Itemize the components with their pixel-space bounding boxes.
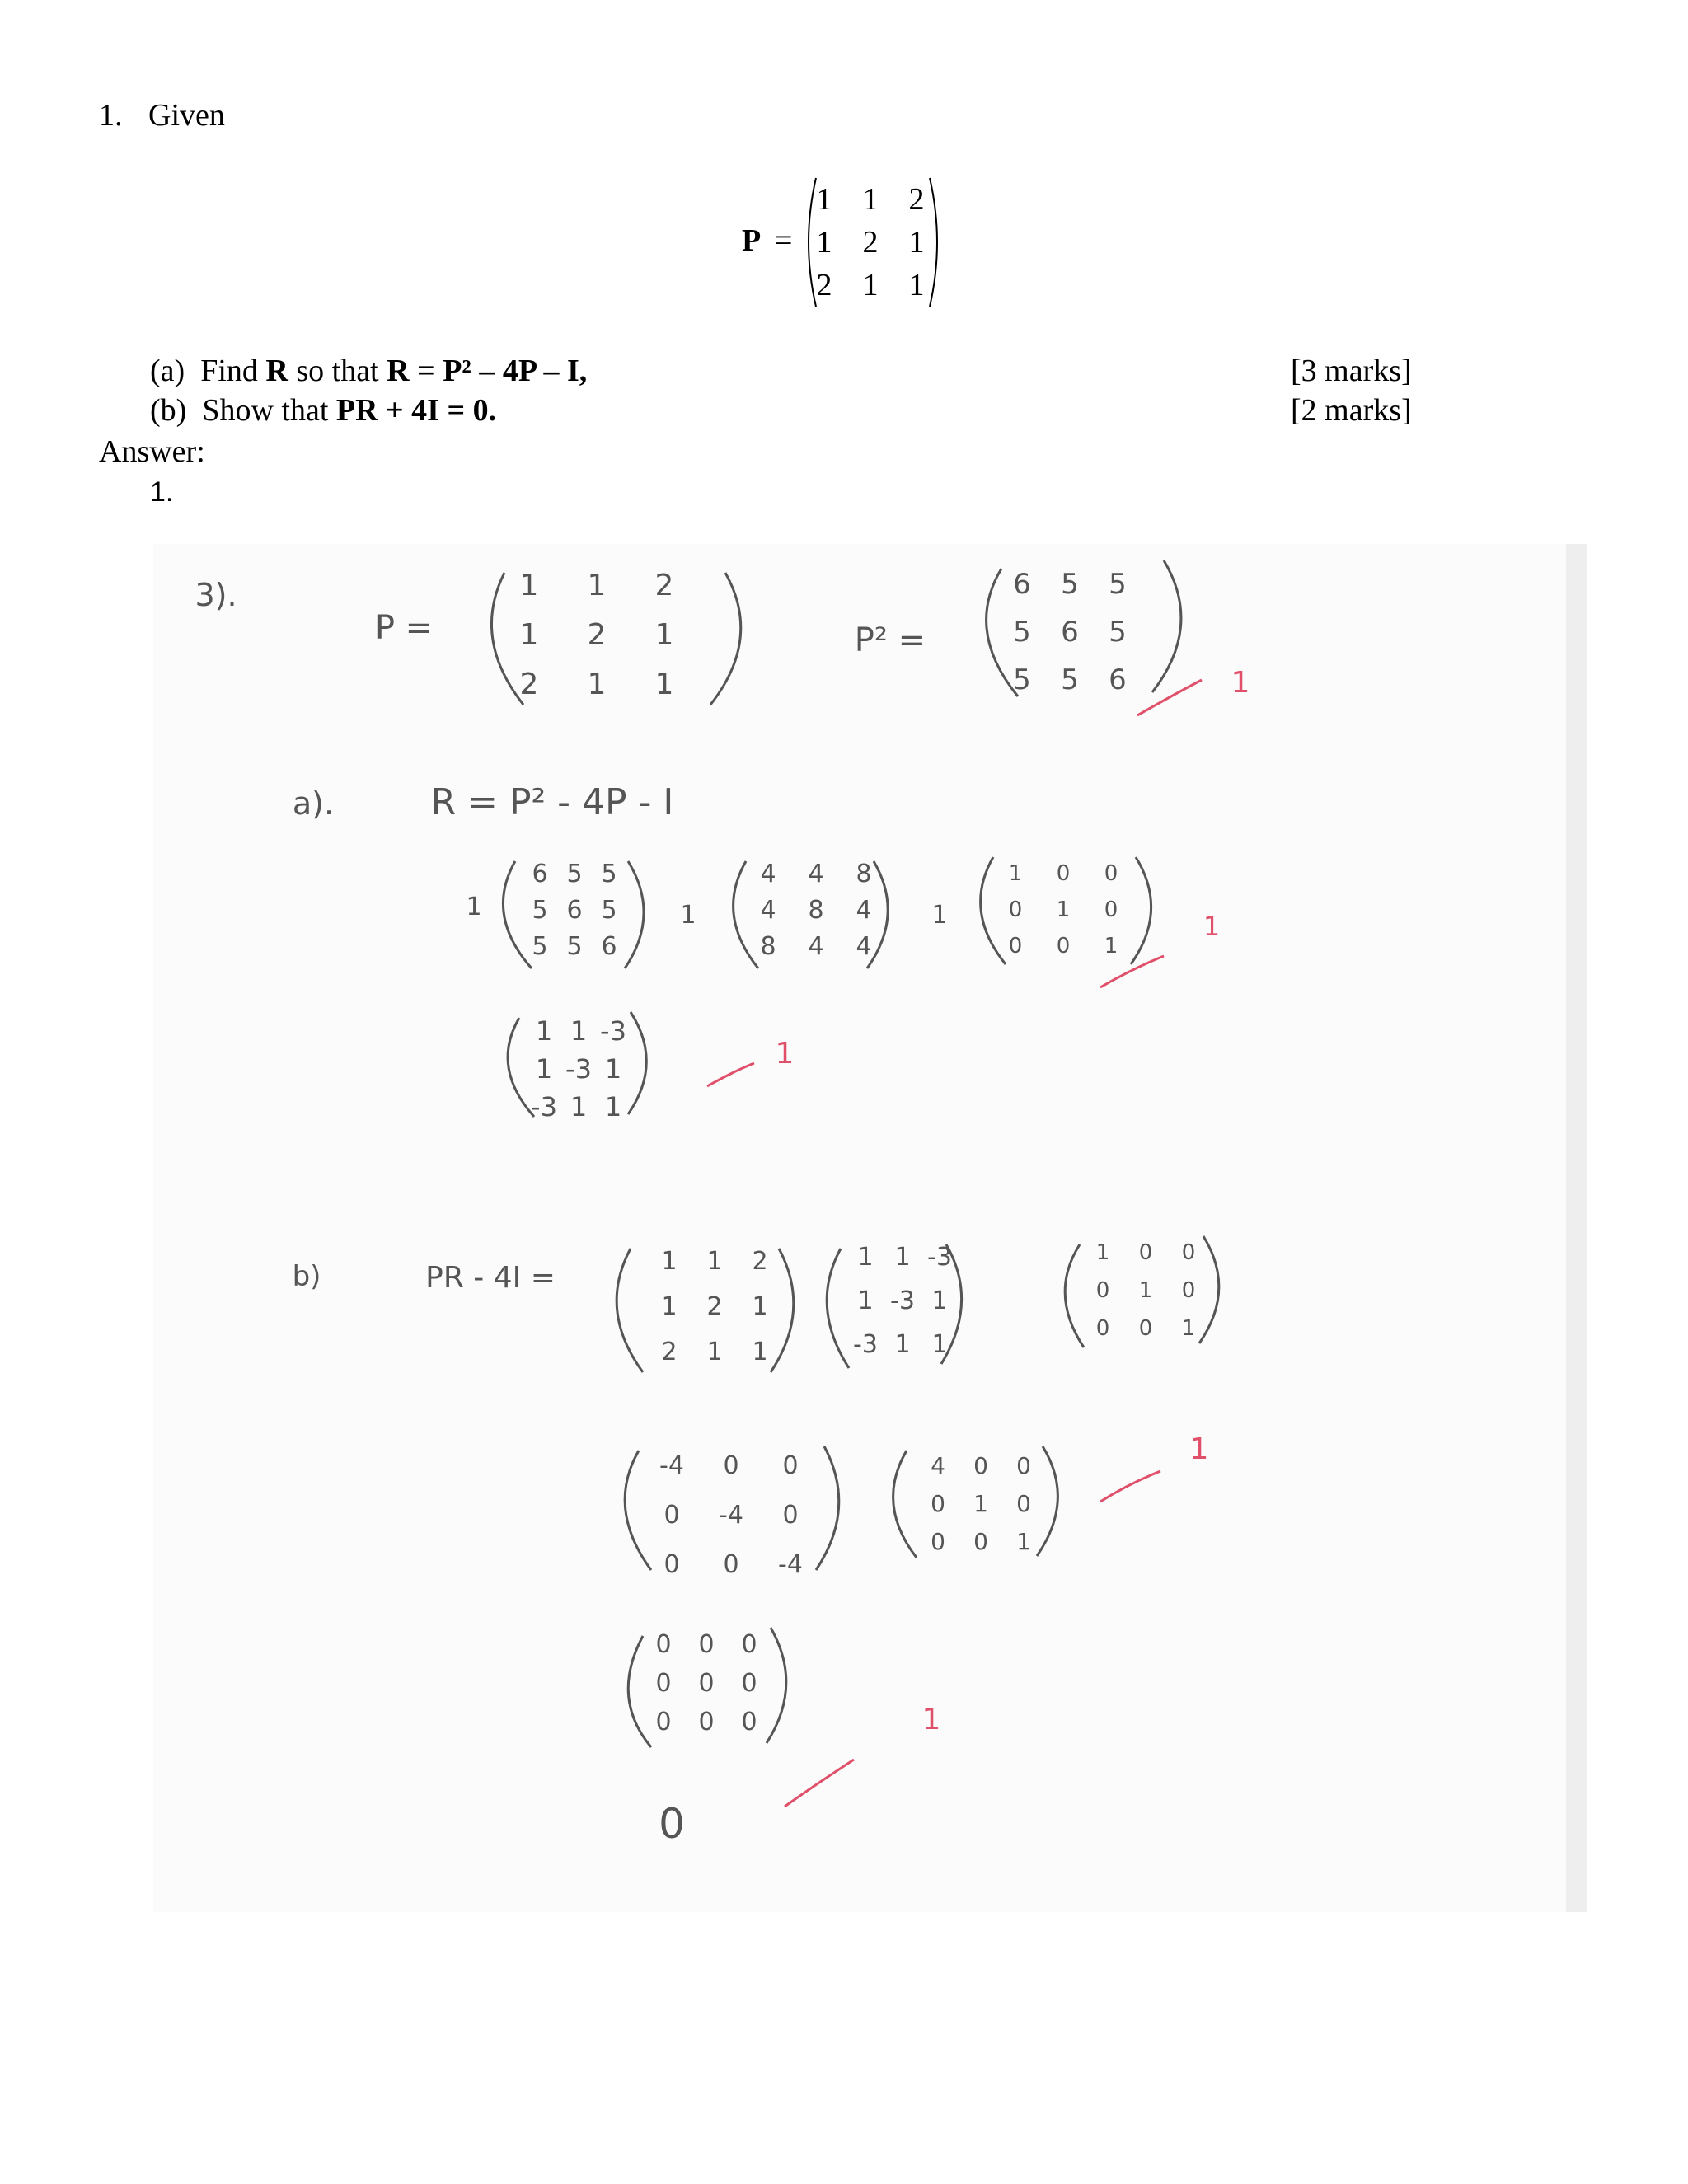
hw-R-cell: 1 (570, 1091, 588, 1122)
check-marks (707, 680, 1202, 1807)
hw-I-cell: 1 (1008, 861, 1023, 886)
bracket-Rb-left (827, 1249, 849, 1368)
hw-zero-cell: 0 (655, 1708, 672, 1736)
hw-P-b-cell: 1 (661, 1292, 678, 1321)
hw-final-zero: 0 (659, 1800, 685, 1848)
bracket-neg4I-right (816, 1446, 839, 1570)
bracket-Ib-left (1065, 1244, 1084, 1347)
hw-R-cell: -3 (531, 1091, 557, 1122)
hw-I-cell: 0 (1104, 898, 1118, 922)
matrix-cell: 1 (816, 225, 832, 260)
hw-P2-cell: 5 (1013, 616, 1031, 649)
check-mark (1100, 1471, 1160, 1502)
hw-part-b-expr: PR - 4I = (425, 1261, 556, 1295)
matrix-cell: 2 (908, 182, 925, 217)
hw-P-cell: 1 (519, 569, 539, 602)
hw-4I-cell: 1 (1016, 1528, 1031, 1555)
matrix-label: P (742, 223, 762, 258)
hw-zero-cell: 0 (741, 1708, 757, 1736)
matrix-cell: 2 (816, 268, 832, 302)
check-mark (785, 1760, 854, 1807)
matrix-cell: 1 (862, 268, 879, 302)
hw-P2-cell: 6 (1061, 616, 1079, 649)
hw-neg4I-cell: 0 (782, 1501, 799, 1530)
hw-I-cell: 0 (1104, 861, 1118, 886)
hw-P2-cell: 5 (1109, 568, 1127, 601)
matrix-cell: 2 (862, 225, 879, 260)
hw-I-b-cell: 0 (1095, 1316, 1110, 1341)
hw-P-cell: 2 (654, 569, 674, 602)
part-b-marks: [2 marks] (1291, 393, 1412, 428)
hw-R-b-cell: -3 (890, 1286, 915, 1315)
hw-4P-cell: 4 (760, 860, 776, 888)
hw-P2-cell: 5 (1109, 616, 1127, 649)
hw-P-cell: 1 (654, 668, 674, 701)
hw-part-a-expr: R = P² - 4P - I (430, 781, 674, 823)
hw-R-b-cell: 1 (894, 1243, 911, 1272)
bracket-zero-right (767, 1628, 786, 1743)
answer-number: 1. (150, 476, 174, 508)
hw-P-b-cell: 1 (706, 1247, 723, 1276)
hw-P-b-cell: 1 (706, 1338, 723, 1366)
bracket-4P-left (734, 861, 758, 968)
hw-mark-one: 1 (1189, 1432, 1209, 1466)
hw-R-cell: 1 (535, 1053, 553, 1085)
hw-zero-cell: 0 (698, 1708, 715, 1736)
hw-P2-label: P² = (854, 621, 926, 659)
bracket-zero-left (628, 1636, 651, 1747)
hw-4I-cell: 0 (931, 1528, 945, 1555)
hw-R-b-cell: 1 (857, 1286, 874, 1315)
hw-equals: 1 (466, 893, 482, 921)
matrix-cell: 1 (816, 182, 832, 217)
hw-P2-cell: 5 (1061, 663, 1079, 696)
hw-part-a-label: a). (292, 785, 335, 822)
hw-zero-cell: 0 (698, 1669, 715, 1698)
bracket-Pb-right (771, 1249, 794, 1372)
hw-P2-small-cell: 5 (566, 932, 583, 961)
hw-4I-cell: 4 (931, 1452, 945, 1479)
hw-mark-one: 1 (921, 1703, 941, 1736)
hw-I-b-cell: 0 (1138, 1316, 1153, 1341)
hw-P2-cell: 6 (1013, 568, 1031, 601)
hw-neg4I-cell: 0 (663, 1501, 680, 1530)
question-given: Given (148, 98, 225, 133)
hw-4I-cell: 0 (973, 1452, 988, 1479)
matrix-cell: 1 (908, 268, 925, 302)
bracket-neg4I-left (625, 1451, 651, 1570)
hw-4P-cell: 4 (856, 932, 872, 961)
part-a-marks: [3 marks] (1291, 354, 1412, 388)
hw-P-b-cell: 1 (752, 1292, 768, 1321)
hw-minus-2: 1 (931, 901, 948, 930)
hw-P-cell: 2 (519, 668, 539, 701)
bracket-P2-right (1152, 560, 1181, 692)
hw-P2-small-cell: 6 (601, 932, 617, 961)
hw-P-b-cell: 2 (752, 1247, 768, 1276)
hw-neg4I-cell: -4 (659, 1451, 684, 1480)
hw-P-cell: 1 (587, 668, 607, 701)
hw-4I-cell: 0 (1016, 1452, 1031, 1479)
hw-P-b-cell: 1 (752, 1338, 768, 1366)
hw-4I-cell: 0 (973, 1528, 988, 1555)
hw-P-b-cell: 1 (661, 1247, 678, 1276)
check-mark (707, 1063, 754, 1086)
hw-R-cell: 1 (604, 1091, 622, 1122)
part-a-label: (a) (150, 354, 185, 388)
hw-I-b-cell: 0 (1181, 1278, 1196, 1303)
bracket-P-right (710, 573, 741, 705)
hw-I-b-cell: 1 (1095, 1240, 1110, 1265)
bracket-R-right (628, 1012, 646, 1114)
hw-4I-cell: 1 (973, 1490, 988, 1517)
hw-P-cell: 1 (654, 618, 674, 652)
bracket-Ia-left (981, 857, 1006, 964)
hw-P2-cell: 5 (1061, 568, 1079, 601)
hw-P2-small-cell: 5 (601, 896, 617, 925)
hw-4P-cell: 8 (856, 860, 872, 888)
hw-4I-cell: 0 (931, 1490, 945, 1517)
hw-R-cell: -3 (600, 1015, 626, 1047)
bracket-group (491, 560, 1221, 1747)
hw-mark-one: 1 (1203, 911, 1221, 942)
hw-P-cell: 1 (519, 618, 539, 652)
part-a-text: Find (200, 354, 266, 388)
hw-P2-small-cell: 5 (601, 860, 617, 888)
hw-4P-cell: 4 (808, 860, 824, 888)
hw-neg4I-cell: 0 (663, 1550, 680, 1579)
bracket-4I-left (893, 1451, 917, 1558)
hw-R-b-cell: 1 (931, 1286, 948, 1315)
hw-R-cell: 1 (570, 1015, 588, 1047)
hw-I-b-cell: 1 (1138, 1278, 1153, 1303)
hw-neg4I-cell: -4 (778, 1550, 803, 1579)
bracket-Ia-right (1131, 857, 1151, 964)
hw-neg4I-cell: 0 (723, 1451, 739, 1480)
hw-R-cell: 1 (535, 1015, 553, 1047)
hw-I-b-cell: 0 (1181, 1240, 1196, 1265)
hw-P-b-cell: 2 (706, 1292, 723, 1321)
hw-P-b-cell: 2 (661, 1338, 678, 1366)
hw-R-b-cell: 1 (931, 1330, 948, 1359)
hw-neg4I-cell: 0 (782, 1451, 799, 1480)
hw-R-cell: -3 (565, 1053, 592, 1085)
matrix-cell: 1 (908, 225, 925, 260)
hw-4P-cell: 4 (808, 932, 824, 961)
hw-I-cell: 0 (1008, 898, 1023, 922)
part-a-mid: so that (288, 354, 387, 388)
hw-I-cell: 0 (1056, 861, 1071, 886)
hw-P2-small-cell: 6 (566, 896, 583, 925)
hw-4P-cell: 4 (856, 896, 872, 925)
hw-zero-cell: 0 (655, 1669, 672, 1698)
bracket-P2a-right (625, 861, 644, 968)
bracket-Ib-right (1199, 1236, 1219, 1343)
hw-R-b-cell: -3 (927, 1243, 952, 1272)
check-mark (1137, 680, 1202, 715)
part-b-label: (b) (150, 393, 187, 428)
hw-P-cell: 2 (587, 618, 607, 652)
hw-P2-small-cell: 5 (532, 896, 548, 925)
bracket-P2a-left (503, 861, 532, 968)
bracket-P-left (491, 573, 523, 705)
hw-zero-cell: 0 (741, 1669, 757, 1698)
part-a-expr: R = P² – 4P – I, (387, 354, 588, 388)
hw-I-b-cell: 1 (1181, 1316, 1196, 1341)
hw-zero-cell: 0 (698, 1630, 715, 1659)
part-b-expr: PR + 4I = 0. (335, 393, 497, 428)
bracket-Pb-left (617, 1249, 643, 1372)
hw-P-cell: 1 (587, 569, 607, 602)
hw-P2-small-cell: 6 (532, 860, 548, 888)
matrix-cell: 1 (862, 182, 879, 217)
hw-I-cell: 1 (1056, 898, 1071, 922)
hw-neg4I-cell: -4 (719, 1501, 743, 1530)
hw-P2-small-cell: 5 (566, 860, 583, 888)
part-a-bold: R (265, 354, 288, 388)
question-number: 1. (99, 98, 123, 133)
hw-question-label: 3). (195, 577, 237, 613)
hw-P2-cell: 6 (1109, 663, 1127, 696)
hw-I-b-cell: 0 (1095, 1278, 1110, 1303)
hw-4P-cell: 8 (760, 932, 776, 961)
hw-I-cell: 0 (1056, 934, 1071, 958)
hw-neg4I-cell: 0 (723, 1550, 739, 1579)
hw-minus: 1 (680, 901, 696, 930)
hw-P2-small-cell: 5 (532, 932, 548, 961)
hw-4P-cell: 4 (760, 896, 776, 925)
hw-I-cell: 1 (1104, 934, 1118, 958)
hw-P-label: P = (374, 609, 434, 647)
hw-4P-cell: 8 (808, 896, 824, 925)
hw-mark-one: 1 (775, 1037, 795, 1071)
hw-zero-cell: 0 (655, 1630, 672, 1659)
hw-zero-cell: 0 (741, 1630, 757, 1659)
hw-P2-cell: 5 (1013, 663, 1031, 696)
hw-I-b-cell: 0 (1138, 1240, 1153, 1265)
hw-R-b-cell: -3 (853, 1330, 878, 1359)
bracket-4I-right (1037, 1446, 1057, 1556)
hw-R-cell: 1 (604, 1053, 622, 1085)
hw-part-b-label: b) (292, 1260, 321, 1293)
hw-I-cell: 0 (1008, 934, 1023, 958)
hw-4I-cell: 0 (1016, 1490, 1031, 1517)
hw-mark-one: 1 (1231, 666, 1250, 700)
hw-R-b-cell: 1 (894, 1330, 911, 1359)
hw-R-b-cell: 1 (857, 1243, 874, 1272)
matrix-equals: = (775, 223, 793, 258)
part-b-text: Show that (202, 393, 336, 428)
answer-heading: Answer: (99, 434, 205, 469)
